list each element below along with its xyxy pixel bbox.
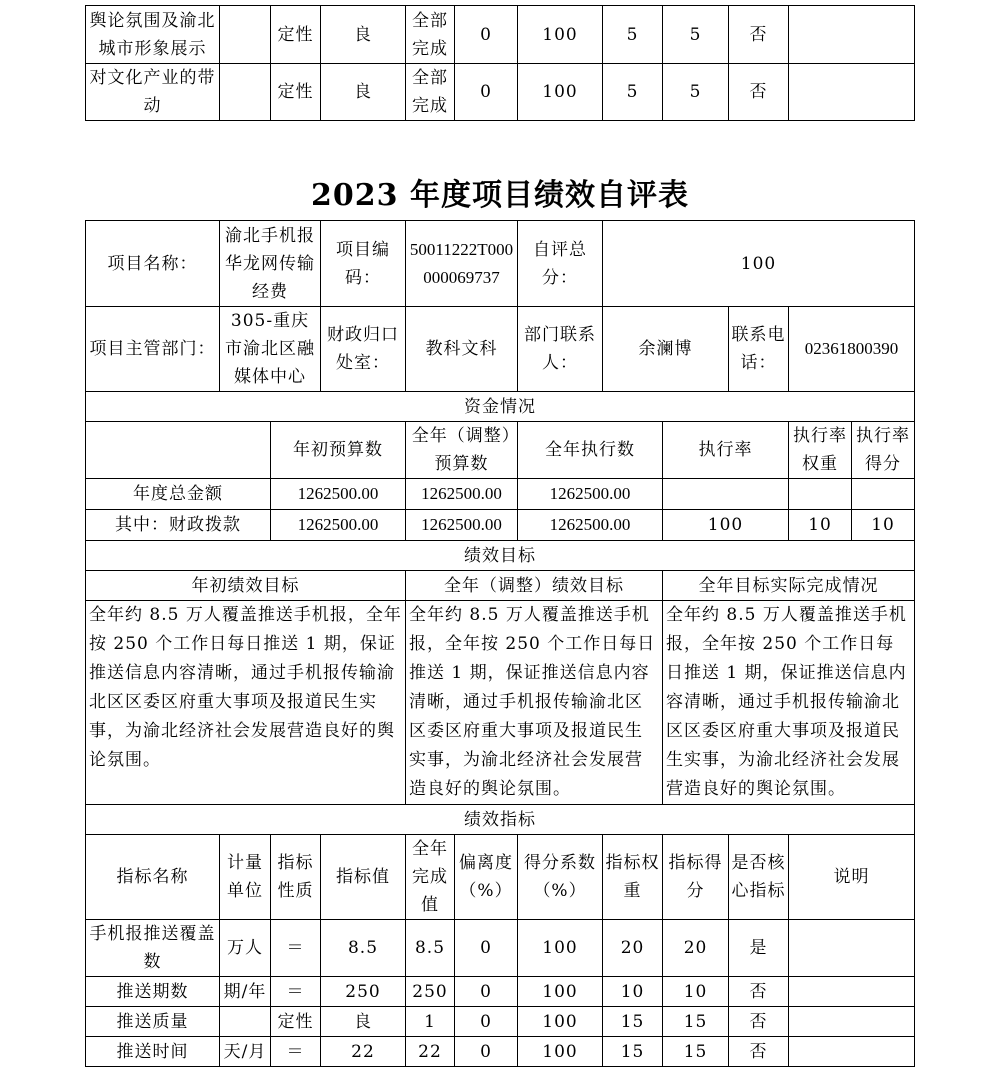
indicator-unit: 天/月: [220, 1037, 271, 1067]
indicator-weight: 15: [603, 1037, 663, 1067]
indicator-name: 对文化产业的带动: [86, 64, 220, 121]
indicator-nature: 定性: [271, 6, 321, 64]
indicator-unit: [220, 1007, 271, 1037]
goal-adjusted-text: 全年约 8.5 万人覆盖推送手机报，全年按 250 个工作日每日推送 1 期，保证推送信息内容清晰，通过手机报传输渝北区区委区府重大事项及报道民生实事，为渝北经济社会发展营造良好的舆论氛围。: [406, 601, 663, 805]
indicator-note: [789, 1007, 915, 1037]
indicator-core: 否: [729, 1007, 789, 1037]
phone-value: 02361800390: [789, 307, 915, 392]
dept-info-row: [86, 307, 915, 392]
indicator-value: 良: [321, 64, 406, 121]
self-score-label: 自评总分：: [518, 221, 603, 307]
indicators-section-title: 绩效指标: [86, 805, 915, 835]
indicator-value: 良: [321, 1007, 406, 1037]
table-row: [86, 977, 915, 1007]
table-row: [86, 1007, 915, 1037]
funds-header-weight-score: [789, 422, 915, 479]
indicator-deviation: 0: [455, 977, 518, 1007]
indicators-section-row: [86, 805, 915, 835]
dept-value: 305-重庆市渝北区融媒体中心: [220, 307, 321, 392]
project-name-label: 项目名称：: [86, 221, 220, 307]
indicator-name: 手机报推送覆盖数: [86, 920, 220, 977]
evaluation-table: [85, 220, 915, 1067]
project-code: 50011222T000000069737: [406, 221, 518, 307]
funds-header-row: [86, 422, 915, 479]
goals-header-row: [86, 571, 915, 601]
table-row: [86, 6, 915, 64]
indicator-unit: [220, 64, 271, 121]
funds-executed: 1262500.00: [518, 479, 663, 510]
finance-value: 教科文科: [406, 307, 518, 392]
funds-section-title: 资金情况: [86, 392, 915, 422]
indicator-deviation: 0: [455, 64, 518, 121]
table-row: [86, 1037, 915, 1067]
indicator-note: [789, 64, 915, 121]
funds-weight: [789, 479, 852, 509]
goals-section-title: 绩效目标: [86, 541, 915, 571]
indicator-actual: 1: [406, 1007, 455, 1037]
project-info-row: [86, 221, 915, 307]
ind-header-coef: 得分系数（%）: [518, 835, 603, 920]
indicator-name: 舆论氛围及渝北城市形象展示: [86, 6, 220, 64]
indicator-coef: 100: [518, 64, 603, 121]
goals-header-adjusted: 全年（调整）绩效目标: [406, 571, 663, 601]
ind-header-deviation: 偏离度（%）: [455, 835, 518, 920]
indicator-value: 良: [321, 6, 406, 64]
indicator-core: 否: [729, 64, 789, 121]
indicator-nature: ＝: [271, 920, 321, 977]
goals-section-row: [86, 541, 915, 571]
ind-header-name: 指标名称: [86, 835, 220, 920]
indicator-core: 否: [729, 977, 789, 1007]
funds-adjusted: 1262500.00: [406, 510, 518, 541]
funds-header-weight: 执行率权重: [789, 422, 852, 478]
indicator-name: 推送时间: [86, 1037, 220, 1067]
indicator-unit: 万人: [220, 920, 271, 977]
contact-value: 余澜博: [603, 307, 729, 392]
indicator-coef: 100: [518, 6, 603, 64]
funds-score: 10: [871, 515, 895, 535]
goals-content-row: [86, 601, 915, 805]
indicator-core: 否: [729, 6, 789, 64]
indicator-note: [789, 6, 915, 64]
funds-rate: 100: [663, 510, 789, 541]
indicator-deviation: 0: [455, 6, 518, 64]
indicator-score: 15: [663, 1007, 729, 1037]
indicator-name: 推送期数: [86, 977, 220, 1007]
contact-label: 部门联系人：: [518, 307, 603, 392]
funds-budget: 1262500.00: [271, 479, 406, 510]
indicator-weight: 20: [603, 920, 663, 977]
indicator-coef: 100: [518, 977, 603, 1007]
indicator-note: [789, 920, 915, 977]
indicator-weight: 15: [603, 1007, 663, 1037]
indicator-actual: 8.5: [406, 920, 455, 977]
indicator-actual: 全部完成: [406, 64, 455, 121]
funds-header-adjusted: 全年（调整）预算数: [406, 422, 518, 479]
funds-rate: [663, 479, 789, 510]
indicator-score: 15: [663, 1037, 729, 1067]
funds-row-label: 年度总金额: [86, 479, 271, 510]
funds-header-budget: 年初预算数: [271, 422, 406, 479]
funds-score: [852, 479, 914, 509]
goal-initial-text: 全年约 8.5 万人覆盖推送手机报，全年按 250 个工作日每日推送 1 期，保证推送信息内容清晰，通过手机报传输渝北区区委区府重大事项及报道民生实事，为渝北经济社会发展营造良好的舆论氛围。: [86, 601, 406, 805]
indicator-coef: 100: [518, 920, 603, 977]
funds-section-row: [86, 392, 915, 422]
funds-header-blank: [86, 422, 271, 479]
indicator-value: 8.5: [321, 920, 406, 977]
table-row: [86, 920, 915, 977]
indicator-score: 10: [663, 977, 729, 1007]
indicator-deviation: 0: [455, 1037, 518, 1067]
funds-adjusted: 1262500.00: [406, 479, 518, 510]
indicator-unit: [220, 6, 271, 64]
goal-actual-text: 全年约 8.5 万人覆盖推送手机报，全年按 250 个工作日每日推送 1 期，保证推送信息内容清晰，通过手机报传输渝北区区委区府重大事项及报道民生实事，为渝北经济社会发展营造良好的舆论氛围。: [663, 601, 915, 805]
funds-weight: 10: [789, 510, 852, 540]
dept-label: 项目主管部门：: [86, 307, 220, 392]
funds-weight-score: [789, 479, 915, 510]
indicator-deviation: 0: [455, 1007, 518, 1037]
funds-header-executed: 全年执行数: [518, 422, 663, 479]
table-row: [86, 64, 915, 121]
ind-header-score: 指标得分: [663, 835, 729, 920]
indicator-name: 推送质量: [86, 1007, 220, 1037]
indicator-weight: 10: [603, 977, 663, 1007]
ind-header-value: 指标值: [321, 835, 406, 920]
project-name: 渝北手机报华龙网传输经费: [220, 221, 321, 307]
funds-header-score: 执行率得分: [856, 426, 911, 474]
indicator-value: 22: [321, 1037, 406, 1067]
ind-header-nature: 指标性质: [271, 835, 321, 920]
funds-executed: 1262500.00: [518, 510, 663, 541]
project-code-label: 项目编码：: [321, 221, 406, 307]
indicator-note: [789, 1037, 915, 1067]
prev-indicators-table: [85, 5, 915, 121]
ind-header-note: 说明: [789, 835, 915, 920]
table-row: [86, 479, 915, 510]
indicator-score: 5: [663, 64, 729, 121]
table-row: [86, 510, 915, 541]
indicator-actual: 22: [406, 1037, 455, 1067]
finance-label: 财政归口处室：: [321, 307, 406, 392]
indicator-weight: 5: [603, 6, 663, 64]
ind-header-actual: 全年完成值: [406, 835, 455, 920]
ind-header-unit: 计量单位: [220, 835, 271, 920]
funds-weight-score: [789, 510, 915, 541]
indicator-nature: ＝: [271, 1037, 321, 1067]
funds-row-label: 其中：财政拨款: [86, 510, 271, 541]
self-score: 100: [603, 221, 915, 307]
funds-budget: 1262500.00: [271, 510, 406, 541]
goals-header-initial: 年初绩效目标: [86, 571, 406, 601]
indicators-header-row: [86, 835, 915, 920]
indicator-score: 5: [663, 6, 729, 64]
indicator-note: [789, 977, 915, 1007]
phone-label: 联系电话：: [729, 307, 789, 392]
indicator-value: 250: [321, 977, 406, 1007]
indicator-core: 是: [729, 920, 789, 977]
indicator-actual: 全部完成: [406, 6, 455, 64]
funds-header-rate: 执行率: [663, 422, 789, 479]
indicator-unit: 期/年: [220, 977, 271, 1007]
indicator-score: 20: [663, 920, 729, 977]
indicator-coef: 100: [518, 1037, 603, 1067]
page-title: 2023 年度项目绩效自评表: [311, 178, 689, 213]
indicator-nature: ＝: [271, 977, 321, 1007]
indicator-core: 否: [729, 1037, 789, 1067]
indicator-weight: 5: [603, 64, 663, 121]
indicator-nature: 定性: [271, 64, 321, 121]
indicator-nature: 定性: [271, 1007, 321, 1037]
ind-header-weight: 指标权重: [603, 835, 663, 920]
goals-header-actual: 全年目标实际完成情况: [663, 571, 915, 601]
indicator-deviation: 0: [455, 920, 518, 977]
indicator-coef: 100: [518, 1007, 603, 1037]
indicator-actual: 250: [406, 977, 455, 1007]
ind-header-core: 是否核心指标: [729, 835, 789, 920]
